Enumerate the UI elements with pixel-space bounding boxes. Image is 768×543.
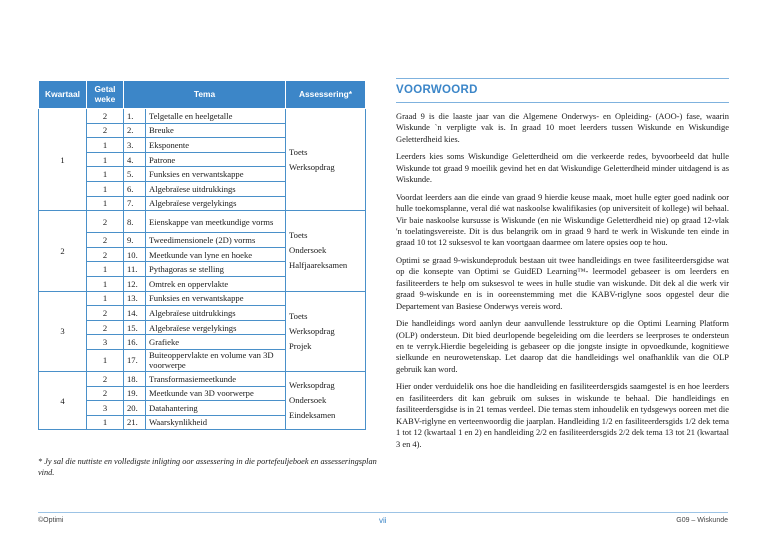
foreword-title: VOORWOORD	[396, 84, 478, 96]
assessment-item: Toets	[289, 146, 308, 157]
foreword-body	[396, 111, 729, 456]
assessment-item: Eindeksamen	[289, 410, 336, 421]
weeks-cell: 2	[87, 233, 124, 248]
weeks-cell: 1	[87, 138, 124, 153]
weeks-cell: 2	[87, 386, 124, 401]
theme-name-cell: Funksies en verwantskappe	[146, 291, 286, 306]
theme-number-cell: 13.	[124, 291, 146, 306]
header-quarter: Kwartaal	[39, 81, 87, 109]
foreword-paragraph-2: Leerders kies soms Wiskundige Geletterdheid om die verkeerde redes, byvoorbeeld dat hulle Wiskunde tot graad 9 moeilik gevind het en dat Wiskundige Geletterdheid minder uitdagend is as Wiskunde.	[396, 151, 729, 185]
theme-number-cell: 20.	[124, 401, 146, 416]
theme-name-cell: Omtrek en oppervlakte	[146, 276, 286, 291]
assessment-item: Toets	[289, 230, 308, 241]
assessment-item: Toets	[289, 310, 308, 321]
theme-name-cell: Breuke	[146, 123, 286, 138]
assessment-item: Halfjaareksamen	[289, 260, 348, 271]
theme-name-cell: Algebraïese vergelykings	[146, 196, 286, 211]
theme-number-cell: 15.	[124, 320, 146, 335]
weeks-cell: 1	[87, 262, 124, 277]
theme-number-cell: 4.	[124, 152, 146, 167]
weeks-cell: 3	[87, 335, 124, 350]
page-number: vii	[379, 516, 387, 525]
weeks-cell: 1	[87, 181, 124, 196]
theme-number-cell: 21.	[124, 415, 146, 430]
quarter-cell: 4	[39, 371, 87, 429]
table-row	[39, 291, 366, 306]
table-row	[39, 371, 366, 386]
foreword-paragraph-6: Hier onder verduidelik ons hoe die handleiding en fasiliteerdersgids saamgestel is en hoe leerders en fasiliteerders dit kan gebruik om sukses in wiskunde te behaal. Die handleidings en fasiliteerdersgidse is in 21 temas verdeel. Die temas stem inhoudelik en tydsgewys ooreen met die KABV-riglyne en verteenwoordig die jaarplan. Handleiding 1/2 en fasiliteerdersgids 1/2 dek tema 1 tot 12 (kwartaal 1 en 2) en handleiding 2/2 en fasiliteerdersgids 2/2 dek tema 13 tot 21 (kwartaal 3 en 4).	[396, 381, 729, 449]
theme-name-cell: Algebraïese uitdrukkings	[146, 181, 286, 196]
weeks-cell: 3	[87, 401, 124, 416]
theme-name-cell: Telgetalle en heelgetalle	[146, 109, 286, 124]
weeks-cell: 2	[87, 371, 124, 386]
weeks-cell: 1	[87, 196, 124, 211]
foreword-paragraph-4: Optimi se graad 9-wiskundeproduk bestaan uit twee handleidings en twee fasiliteerdersgidse wat op die konsepte van Optimi se GuidED Learning™- leermodel gebaseer is om leerders en fasiliteerders te help om suksesvol te wees in hulle studie van wiskunde. Dit dek al die werk vir graad 9-wiskunde en is in ooreenstemming met die KABV-riglyne soos opgestel deur die Departement van Basiese Onderwys vereis word.	[396, 255, 729, 311]
theme-number-cell: 18.	[124, 371, 146, 386]
theme-name-cell: Transformasiemeetkunde	[146, 371, 286, 386]
footer-rule	[38, 512, 728, 513]
assessment-item: Projek	[289, 340, 312, 351]
theme-number-cell: 11.	[124, 262, 146, 277]
assessment-cell	[286, 291, 366, 371]
theme-name-cell: Waarskynlikheid	[146, 415, 286, 430]
assessment-cell	[286, 371, 366, 429]
weeks-cell: 1	[87, 349, 124, 371]
weeks-cell: 2	[87, 211, 124, 233]
theme-number-cell: 6.	[124, 181, 146, 196]
weeks-cell: 2	[87, 320, 124, 335]
heading-bottom-rule	[396, 102, 729, 103]
theme-name-cell: Meetkunde van lyne en hoeke	[146, 247, 286, 262]
theme-number-cell: 16.	[124, 335, 146, 350]
assessment-item: Werksopdrag	[289, 380, 335, 391]
footer-subject: G09 – Wiskunde	[676, 517, 728, 524]
header-theme: Tema	[124, 81, 286, 109]
table-row	[39, 109, 366, 124]
annual-plan-table	[38, 80, 365, 430]
assessment-item: Werksopdrag	[289, 161, 335, 172]
theme-number-cell: 12.	[124, 276, 146, 291]
foreword-paragraph-5: Die handleidings word aanlyn deur aanvullende lesstrukture op die Optimi Learning Platform (OLP) ondersteun. Dit bied deurlopende begeleiding om die leerders se leerproses te ondersteun en te verryk.Hierdie begeleiding is gebaseer op die jongste insigte in opvoedkunde, kognitiewe sielkunde en neurowetenskap. Let daarop dat die handleidings wel onafhanklik van die OLP gebruik kan word.	[396, 318, 729, 374]
theme-number-cell: 19.	[124, 386, 146, 401]
theme-number-cell: 17.	[124, 349, 146, 371]
assessment-item: Ondersoek	[289, 245, 327, 256]
quarter-cell: 2	[39, 211, 87, 291]
heading-top-rule	[396, 78, 729, 79]
theme-name-cell: Eienskappe van meetkundige vorms	[146, 211, 286, 233]
weeks-cell: 1	[87, 152, 124, 167]
foreword-paragraph-1: Graad 9 is die laaste jaar van die Algemene Onderwys- en Opleiding- (AOO-) fase, waarin Wiskunde `n verpligte vak is. In graad 10 moet leerders tussen Wiskunde en Wiskundige Geletterdheid kies.	[396, 111, 729, 144]
weeks-cell: 2	[87, 109, 124, 124]
weeks-cell: 2	[87, 306, 124, 321]
theme-name-cell: Pythagoras se stelling	[146, 262, 286, 277]
quarter-cell: 1	[39, 109, 87, 211]
theme-number-cell: 3.	[124, 138, 146, 153]
theme-name-cell: Datahantering	[146, 401, 286, 416]
theme-name-cell: Algebraïese uitdrukkings	[146, 306, 286, 321]
weeks-cell: 1	[87, 415, 124, 430]
table-row	[39, 211, 366, 233]
theme-number-cell: 1.	[124, 109, 146, 124]
theme-number-cell: 10.	[124, 247, 146, 262]
table-header-row	[39, 81, 366, 109]
assessment-cell	[286, 109, 366, 211]
theme-number-cell: 5.	[124, 167, 146, 182]
theme-number-cell: 14.	[124, 306, 146, 321]
weeks-cell: 1	[87, 276, 124, 291]
weeks-cell: 2	[87, 123, 124, 138]
footer-copyright: ©Optimi	[38, 517, 64, 524]
quarter-cell: 3	[39, 291, 87, 371]
theme-number-cell: 7.	[124, 196, 146, 211]
table-footnote: * Jy sal die nuttiste en volledigste inligting oor assessering in die portefeuljeboek en assesseringsplan vind.	[38, 457, 377, 477]
theme-name-cell: Meetkunde van 3D voorwerpe	[146, 386, 286, 401]
foreword-paragraph-3: Voordat leerders aan die einde van graad 9 hierdie keuse maak, moet hulle egter goed nadink oor hulle toekomsplanne, veral dié wat naskoolse kwalifikasies (op universiteit of kollege) wil behaal. Vir baie naskoolse kursusse is Wiskunde (en nie Wiskundige Geletterdheid nie) op graad 12-vlak 'n toelatingsvereiste. Dit is dus belangrik om in graad 9 hard te werk in Wiskunde ten einde in graad 10 tot 12 suksesvol te kan voortgaan daarmee om latere opsies oop te hou.	[396, 191, 729, 248]
theme-number-cell: 8.	[124, 211, 146, 233]
annual-plan-grid	[38, 80, 366, 430]
assessment-item: Werksopdrag	[289, 325, 335, 336]
weeks-cell: 2	[87, 247, 124, 262]
theme-name-cell: Grafieke	[146, 335, 286, 350]
theme-name-cell: Funksies en verwantskappe	[146, 167, 286, 182]
assessment-cell	[286, 211, 366, 291]
theme-name-cell: Tweedimensionele (2D) vorms	[146, 233, 286, 248]
header-assessment: Assessering*	[286, 81, 366, 109]
assessment-item: Ondersoek	[289, 395, 327, 406]
theme-name-cell: Patrone	[146, 152, 286, 167]
weeks-cell: 1	[87, 167, 124, 182]
theme-number-cell: 9.	[124, 233, 146, 248]
theme-name-cell: Algebraïese vergelykings	[146, 320, 286, 335]
theme-number-cell: 2.	[124, 123, 146, 138]
header-weeks: Getal weke	[87, 81, 124, 109]
theme-name-cell: Eksponente	[146, 138, 286, 153]
theme-name-cell: Buiteoppervlakte en volume van 3D voorwerpe	[146, 349, 286, 371]
weeks-cell: 1	[87, 291, 124, 306]
